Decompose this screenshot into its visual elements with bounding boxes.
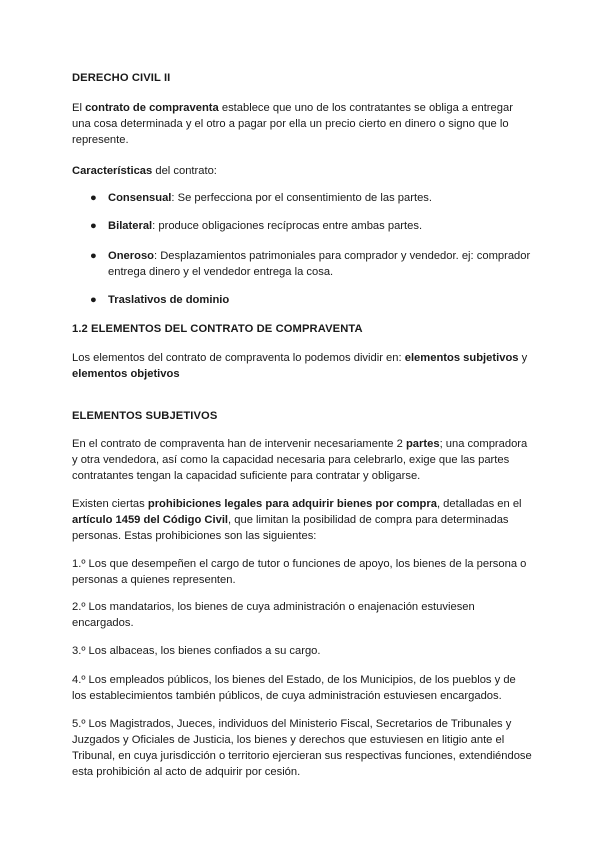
prohibition-item: 5.º Los Magistrados, Jueces, individuos del Ministerio Fiscal, Secretarios de Tribunales y Juzgados y Oficiales de Justicia, los bienes y derechos que estuviesen en litigio ante el Tribunal, en cuya jurisdicción o territorio ejercieran sus respectivas funciones, extendiéndose esta prohibición al acto de adquirir por cesión. <box>72 718 532 778</box>
elements-intro-paragraph: Los elementos del contrato de compraventa lo podemos dividir en: elementos subjetivos y elementos objetivos <box>72 352 528 380</box>
prohibition-item: 3.º Los albaceas, los bienes confiados a su cargo. <box>72 645 321 657</box>
prohibition-item: 2.º Los mandatarios, los bienes de cuya administración o enajenación estuviesen encargados. <box>72 601 475 629</box>
bullet-icon: ● <box>90 192 97 204</box>
bullet-icon: ● <box>90 250 97 262</box>
prohibitions-paragraph: Existen ciertas prohibiciones legales para adquirir bienes por compra, detalladas en el artículo 1459 del Código Civil, que limitan la posibilidad de compra para determinadas personas. Estas prohibiciones son las siguientes: <box>72 498 522 542</box>
intro-paragraph: El contrato de compraventa establece que uno de los contratantes se obliga a entregar una cosa determinada y el otro a pagar por ella un precio cierto en dinero o signo que lo represente. <box>72 102 513 146</box>
list-item: ● Oneroso: Desplazamientos patrimoniales para comprador y vendedor. ej: comprador entrega dinero y el vendedor entrega la cosa. <box>90 250 531 278</box>
section-heading: 1.2 ELEMENTOS DEL CONTRATO DE COMPRAVENTA <box>72 323 363 335</box>
features-label: Características del contrato: <box>72 165 217 177</box>
document-title: DERECHO CIVIL II <box>72 72 171 84</box>
subjective-heading: ELEMENTOS SUBJETIVOS <box>72 410 218 422</box>
bullet-icon: ● <box>90 294 97 306</box>
prohibition-item: 4.º Los empleados públicos, los bienes del Estado, de los Municipios, de los pueblos y de los establecimientos también públicos, de cuya administración estuviesen encargados. <box>72 674 516 702</box>
list-item: ● Consensual: Se perfecciona por el consentimiento de las partes. <box>90 192 432 204</box>
list-item: ● Traslativos de dominio <box>90 294 230 306</box>
bullet-icon: ● <box>90 220 97 232</box>
prohibition-item: 1.º Los que desempeñen el cargo de tutor o funciones de apoyo, los bienes de la persona o personas a quienes representen. <box>72 558 527 586</box>
list-item: ● Bilateral: produce obligaciones recíprocas entre ambas partes. <box>90 220 423 232</box>
subjective-paragraph: En el contrato de compraventa han de intervenir necesariamente 2 partes; una compradora y otra vendedora, así como la capacidad necesaria para celebrarlo, exige que las partes contratantes tengan la capacidad suficiente para contratar y obligarse. <box>72 438 528 482</box>
